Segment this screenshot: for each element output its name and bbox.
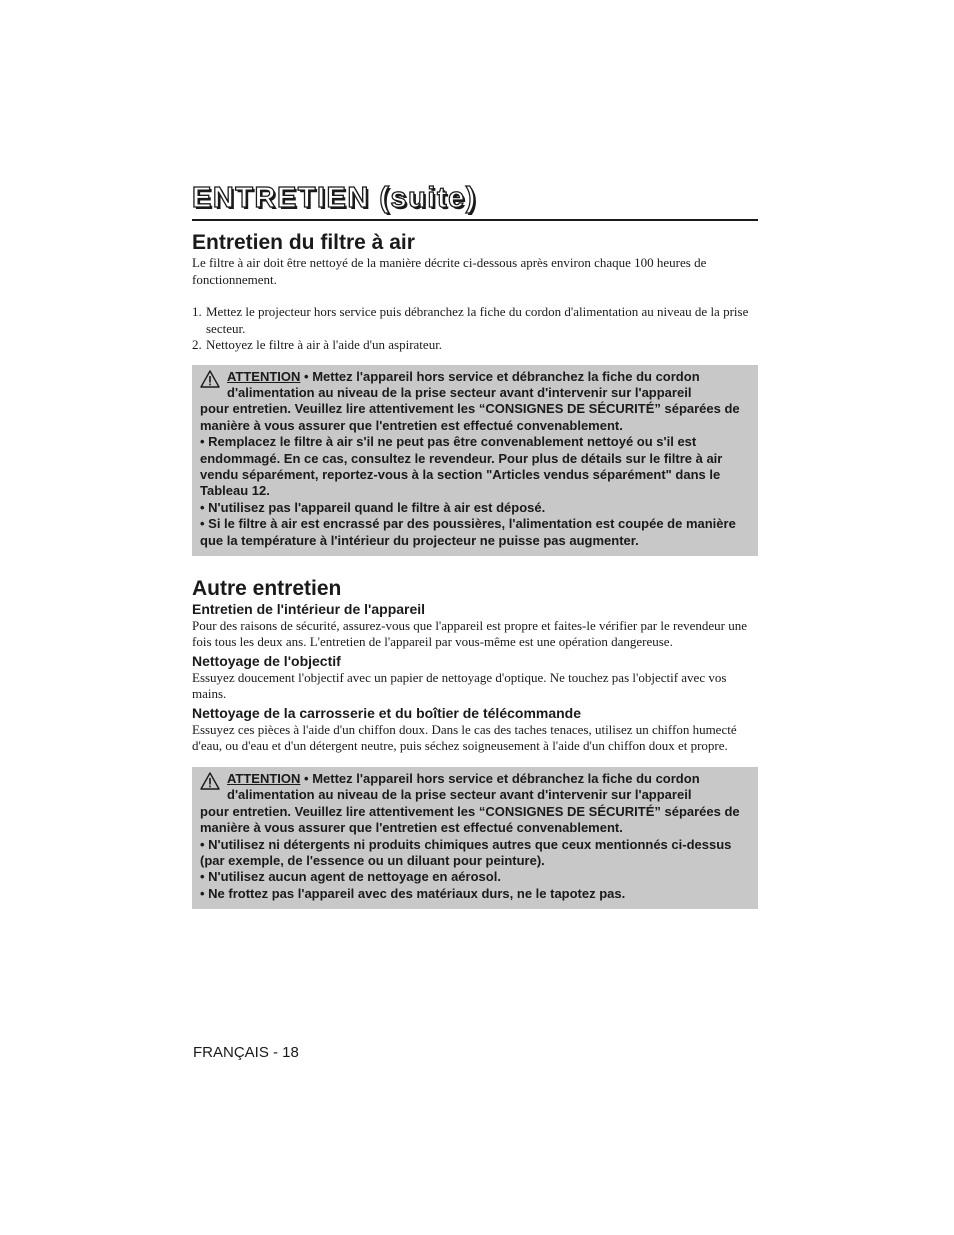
caution-first-bullet <box>200 771 750 804</box>
attention-label: ATTENTION <box>227 368 301 384</box>
lens-text: Essuyez doucement l'objectif avec un papier de nettoyage d'optique. Ne touchez pas l'objectif avec vos mains. <box>192 669 727 702</box>
caution-bullet: • Remplacez le filtre à air s'il ne peut pas être convenablement nettoyé ou s'il est endommagé. En ce cas, consultez le revendeur. Pour plus de détails sur le filtre à air vendu séparément, reportez-vous à la section "Articles vendus séparément" dans le Tableau 12. <box>200 434 723 499</box>
caution-bullet: • Si le filtre à air est encrassé par des poussières, l'alimentation est coupée de manière que la température à l'intérieur du projecteur ne puisse pas augmenter. <box>200 516 736 548</box>
caution-first-text: • Mettez l'appareil hors service et débranchez la fiche du cordon d'alimentation au niveau de la prise secteur avant d'intervenir sur l'appareil <box>227 368 700 400</box>
cabinet-subheading: Nettoyage de la carrosserie et du boîtier de télécommande <box>192 704 582 721</box>
step-text: Nettoyez le filtre à air à l'aide d'un aspirateur. <box>206 337 443 352</box>
caution-bullet: • N'utilisez aucun agent de nettoyage en aérosol. <box>200 869 501 885</box>
interior-subheading: Entretien de l'intérieur de l'appareil <box>192 600 426 617</box>
list-item <box>192 304 758 337</box>
title-rule <box>192 219 758 221</box>
other-section-heading: Autre entretien <box>192 576 342 600</box>
step-number: 2. <box>192 337 202 352</box>
warning-triangle-icon <box>200 772 220 790</box>
step-number: 1. <box>192 304 202 319</box>
page-title: ENTRETIEN (suite) <box>192 182 477 214</box>
caution-bullet: • Ne frottez pas l'appareil avec des matériaux durs, ne le tapotez pas. <box>200 885 626 901</box>
filter-section-heading: Entretien du filtre à air <box>192 231 415 254</box>
caution-box-filter <box>192 365 758 556</box>
caution-text: pour entretien. Veuillez lire attentivement les “CONSIGNES DE SÉCURITÉ” séparées de manière à vous assurer que l'entretien est effectué convenablement. <box>200 803 740 836</box>
page-content <box>192 180 758 909</box>
filter-steps-list <box>192 304 758 354</box>
caution-first-text: • Mettez l'appareil hors service et débranchez la fiche du cordon d'alimentation au niveau de la prise secteur avant d'intervenir sur l'appareil <box>227 770 700 803</box>
caution-bullet: • N'utilisez pas l'appareil quand le filtre à air est déposé. <box>200 499 546 515</box>
caution-text: pour entretien. Veuillez lire attentivement les “CONSIGNES DE SÉCURITÉ” séparées de manière à vous assurer que l'entretien est effectué convenablement. <box>200 401 740 433</box>
warning-triangle-icon <box>200 370 220 388</box>
interior-text: Pour des raisons de sécurité, assurez-vous que l'appareil est propre et faites-le vérifier par le revendeur une fois tous les deux ans. L'entretien de l'appareil par vous-même est une opération dangereuse. <box>192 617 747 650</box>
attention-label: ATTENTION <box>227 770 301 786</box>
lens-subheading: Nettoyage de l'objectif <box>192 652 341 669</box>
cabinet-text: Essuyez ces pièces à l'aide d'un chiffon doux. Dans le cas des taches tenaces, utilisez un chiffon humecté d'eau, ou d'eau et d'un détergent neutre, puis séchez soigneusement à l'aide d'un chiffon doux et propre. <box>192 721 737 754</box>
caution-first-bullet <box>200 369 750 402</box>
caution-box-other <box>192 767 758 909</box>
caution-bullet: • N'utilisez ni détergents ni produits chimiques autres que ceux mentionnés ci-dessus (par exemple, de l'essence ou un diluant pour peinture). <box>200 836 732 868</box>
page-footer: FRANÇAIS - 18 <box>193 1044 299 1061</box>
other-maintenance-section <box>192 577 758 909</box>
filter-intro-text: Le filtre à air doit être nettoyé de la manière décrite ci-dessous après environ chaque 100 heures de fonctionnement. <box>192 255 707 287</box>
filter-maintenance-section <box>192 231 758 556</box>
list-item <box>192 337 758 354</box>
step-text: Mettez le projecteur hors service puis débranchez la fiche du cordon d'alimentation au niveau de la prise secteur. <box>206 304 749 336</box>
